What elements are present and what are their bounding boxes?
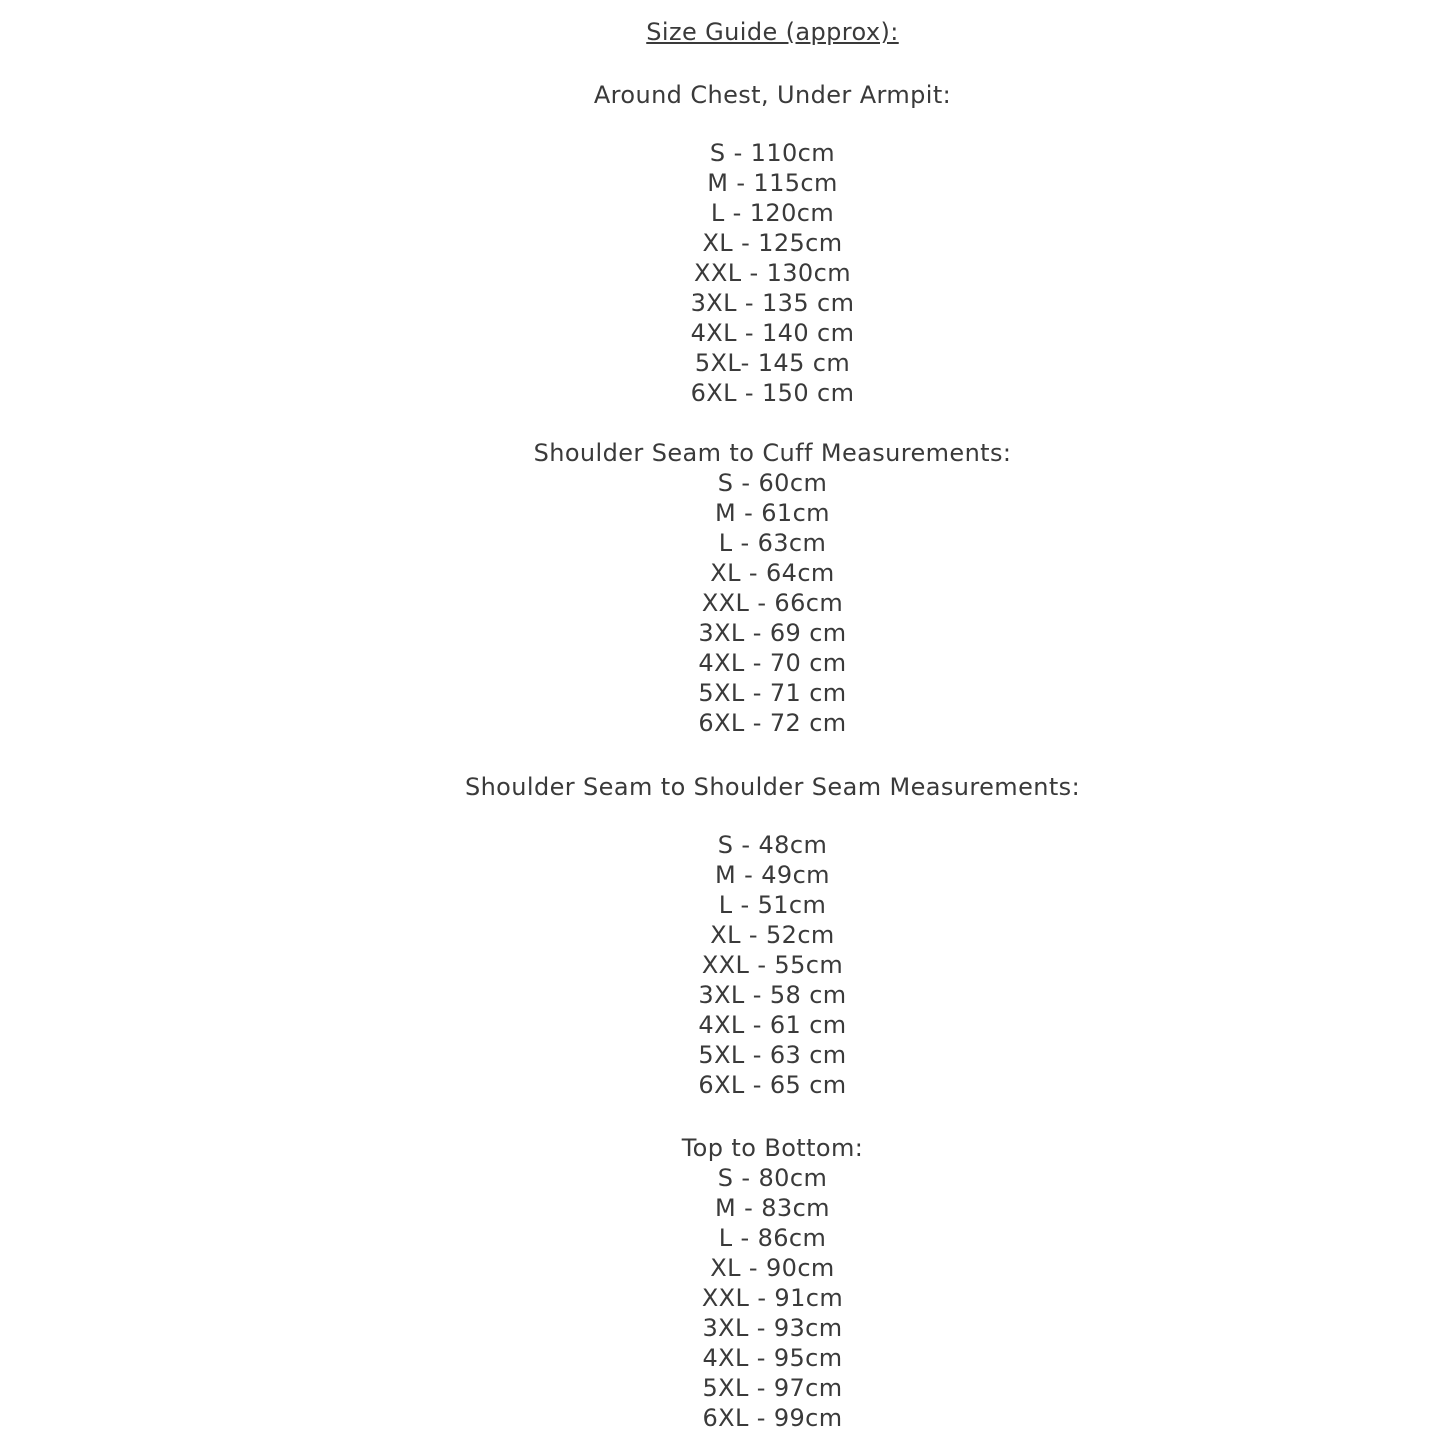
size-list-top-to-bottom bbox=[50, 1163, 1445, 1433]
size-row: XXL - 130cm bbox=[694, 259, 851, 287]
size-guide-document bbox=[50, 0, 1445, 1433]
size-row: S - 60cm bbox=[717, 469, 828, 497]
size-row: S - 48cm bbox=[717, 831, 828, 859]
size-row: XL - 52cm bbox=[710, 921, 835, 949]
section-heading-shoulder: Shoulder Seam to Shoulder Seam Measurements: bbox=[464, 773, 1081, 801]
size-row: L - 51cm bbox=[718, 891, 827, 919]
size-row: S - 110cm bbox=[709, 139, 836, 167]
size-row: 3XL - 69 cm bbox=[698, 619, 847, 647]
size-row: 3XL - 58 cm bbox=[698, 981, 847, 1009]
size-row: 3XL - 93cm bbox=[702, 1314, 843, 1342]
size-row: XXL - 55cm bbox=[701, 951, 844, 979]
size-row: 5XL - 97cm bbox=[702, 1374, 843, 1402]
size-row: L - 63cm bbox=[718, 529, 827, 557]
size-row: 6XL - 99cm bbox=[702, 1404, 843, 1432]
size-row: M - 61cm bbox=[715, 499, 830, 527]
size-row: XL - 90cm bbox=[710, 1254, 835, 1282]
size-row: 6XL - 150 cm bbox=[690, 379, 855, 407]
size-list-chest bbox=[50, 138, 1445, 408]
size-list-cuff bbox=[50, 468, 1445, 738]
size-row: 5XL - 63 cm bbox=[698, 1041, 847, 1069]
size-row: L - 120cm bbox=[710, 199, 835, 227]
size-row: 6XL - 65 cm bbox=[698, 1071, 847, 1099]
size-row: XXL - 66cm bbox=[701, 589, 844, 617]
size-row: 6XL - 72 cm bbox=[698, 709, 847, 737]
size-row: XL - 125cm bbox=[702, 229, 843, 257]
size-row: 4XL - 95cm bbox=[702, 1344, 843, 1372]
section-heading-chest: Around Chest, Under Armpit: bbox=[593, 81, 952, 109]
size-row: S - 80cm bbox=[717, 1164, 828, 1192]
size-row: 5XL- 145 cm bbox=[694, 349, 851, 377]
size-row: M - 49cm bbox=[715, 861, 830, 889]
size-row: XXL - 91cm bbox=[701, 1284, 844, 1312]
size-row: 4XL - 140 cm bbox=[690, 319, 855, 347]
size-row: M - 115cm bbox=[707, 169, 838, 197]
section-heading-top-to-bottom: Top to Bottom: bbox=[681, 1134, 864, 1162]
size-list-shoulder bbox=[50, 830, 1445, 1100]
page-title: Size Guide (approx): bbox=[646, 18, 899, 46]
size-row: 5XL - 71 cm bbox=[698, 679, 847, 707]
size-row: 4XL - 61 cm bbox=[698, 1011, 847, 1039]
size-row: M - 83cm bbox=[715, 1194, 830, 1222]
section-heading-cuff: Shoulder Seam to Cuff Measurements: bbox=[533, 439, 1012, 467]
size-row: 3XL - 135 cm bbox=[690, 289, 855, 317]
size-row: L - 86cm bbox=[718, 1224, 827, 1252]
size-row: XL - 64cm bbox=[710, 559, 835, 587]
size-row: 4XL - 70 cm bbox=[698, 649, 847, 677]
